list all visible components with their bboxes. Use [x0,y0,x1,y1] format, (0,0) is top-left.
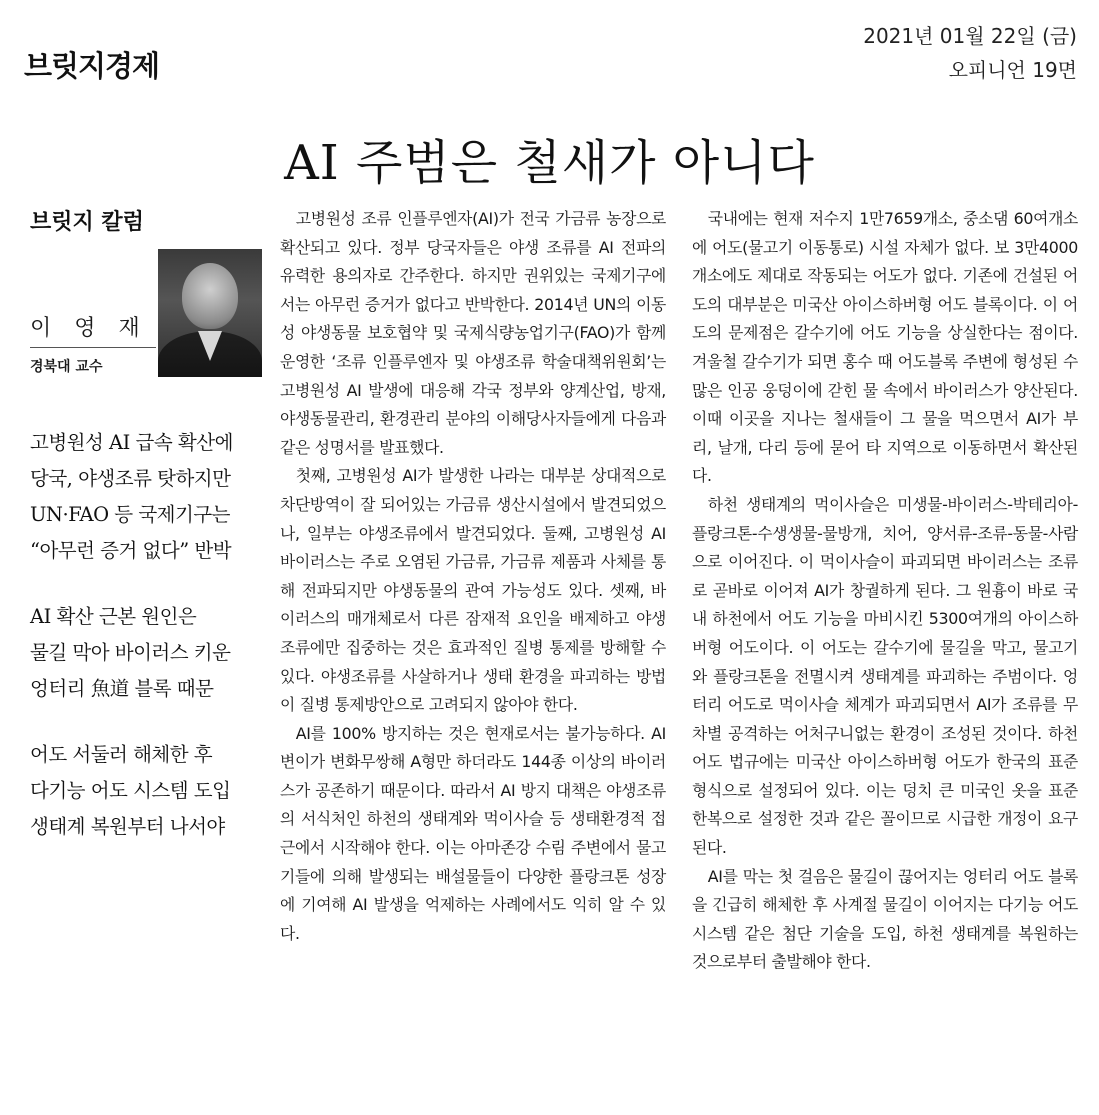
subhead-line: 어도 서둘러 해체한 후 [30,743,213,766]
body-paragraph: AI를 100% 방지하는 것은 현재로서는 불가능하다. AI 변이가 변화무쌍해 A형만 하더라도 144종 이상의 바이러스가 공존하기 때문이다. 따라서 AI 방지 대책은 야생조류의 서식처인 하천의 생태계와 먹이사슬 등 생태환경적 접근에서 시작해야 한다. 이는 아마존강 수림 주변에서 물고기들에 의해 발생되는 배설물들이 다양한 플랑크톤 성장에 기여해 AI 발생을 억제하는 사례에서도 익히 알 수 있다. [280,723,666,943]
article-headline: AI 주범은 철새가 아니다 [284,135,815,192]
author-photo [158,249,262,377]
masthead-logo: 브릿지경제 [24,49,160,83]
author-divider [30,347,156,348]
subhead-3 [30,737,270,845]
body-column-1 [280,205,666,948]
section-page: 오피니언 19면 [948,58,1077,82]
subhead-line: 다기능 어도 시스템 도입 [30,779,231,802]
subhead-1 [30,425,270,569]
subhead-line: AI 확산 근본 원인은 [30,605,197,628]
author-title: 경북대 교수 [30,359,103,375]
body-column-2 [692,205,1078,977]
subhead-line: “아무런 증거 없다” 반박 [30,539,232,562]
column-label: 브릿지 칼럼 [30,210,144,235]
body-paragraph: 고병원성 조류 인플루엔자(AI)가 전국 가금류 농장으로 확산되고 있다. 정부 당국자들은 야생 조류를 AI 전파의 유력한 용의자로 간주한다. 하지만 권위있는 국제기구에서는 아무런 증거가 없다고 반박한다. 2014년 UN의 이동성 야생동물 보호협약 및 국제식량농업기구(FAO)가 함께 운영한 ‘조류 인플루엔자 및 야생조류 학술대책위원회’는 고병원성 AI 발생에 대응해 각국 정부와 양계산업, 방재, 야생동물관리, 환경관리 분야의 이해당사자들에게 다음과 같은 성명서를 발표했다. [280,209,666,457]
author-block [30,239,262,374]
article-sidebar [30,205,262,838]
publication-date: 2021년 01월 22일 (금) [863,24,1077,48]
body-paragraph: 첫째, 고병원성 AI가 발생한 나라는 대부분 상대적으로 차단방역이 잘 되어있는 가금류 생산시설에서 발견되었으나, 일부는 야생조류에서 발견되었다. 둘째, 고병원성 AI바이러스는 주로 오염된 가금류, 가금류 제품과 사체를 통해 전파되지만 야생동물의 관여 가능성도 있다. 셋째, 바이러스의 매개체로서 다른 잠재적 요인을 배제하고 야생조류에만 집중하는 것은 효과적인 질병 통제를 방해할 수 있다. 야생조류를 사살하거나 생태 환경을 파괴하는 방법이 질병 통제방안으로 고려되지 않아야 한다. [280,466,666,715]
subhead-line: UN·FAO 등 국제기구는 [30,503,231,526]
subhead-line: 고병원성 AI 급속 확산에 [30,431,233,454]
photo-head [182,263,238,329]
subhead-2 [30,599,270,707]
subhead-line: 생태계 복원부터 나서야 [30,815,225,838]
body-paragraph: 국내에는 현재 저수지 1만7659개소, 중소댐 60여개소에 어도(물고기 이동통로) 시설 자체가 없다. 보 3만4000개소에도 제대로 작동되는 어도가 없다. 기존에 건설된 어도의 대부분은 미국산 아이스하버형 어도 블록이다. 이 어도의 문제점은 갈수기에 어도 기능을 상실한다는 점이다. 겨울철 갈수기가 되면 홍수 때 어도블록 주변에 형성된 수많은 인공 웅덩이에 갇힌 물 속에서 바이러스가 양산된다. 이때 이곳을 지나는 철새들이 그 물을 먹으면서 AI가 부리, 날개, 다리 등에 묻어 타 지역으로 이동하면서 확산된다. [692,209,1078,486]
subhead-line: 물길 막아 바이러스 키운 [30,641,231,664]
author-name: 이 영 재 [30,316,148,341]
subheads [30,425,270,875]
subhead-line: 엉터리 魚道 블록 때문 [30,677,214,700]
body-paragraph: 하천 생태계의 먹이사슬은 미생물-바이러스-박테리아-플랑크톤-수생생물-물방개, 치어, 양서류-조류-동물-사람으로 이어진다. 이 먹이사슬이 파괴되면 바이러스는 조류로 곧바로 이어져 AI가 창궐하게 된다. 그 원흉이 바로 국내 하천에서 어도 기능을 마비시킨 5300여개의 아이스하버형 어도이다. 이 어도는 갈수기에 물길을 막고, 물고기와 플랑크톤을 전멸시켜 생태계를 파괴하는 주범이다. 엉터리 어도로 먹이사슬 체계가 파괴되면서 AI가 조류를 무차별 공격하는 어처구니없는 환경이 조성된 것이다. 하천 어도 법규에는 미국산 아이스하버형 어도가 한국의 표준형식으로 설정되어 있다. 이는 덩치 큰 미국인 옷을 표준 한복으로 설정한 것과 같은 꼴이므로 시급한 개정이 요구된다. [692,494,1078,858]
body-paragraph: AI를 막는 첫 걸음은 물길이 끊어지는 엉터리 어도 블록을 긴급히 해체한 후 사계절 물길이 이어지는 다기능 어도 시스템 같은 첨단 기술을 도입, 하천 생태계를 복원하는 것으로부터 출발해야 한다. [692,866,1078,972]
subhead-line: 당국, 야생조류 탓하지만 [30,467,231,490]
